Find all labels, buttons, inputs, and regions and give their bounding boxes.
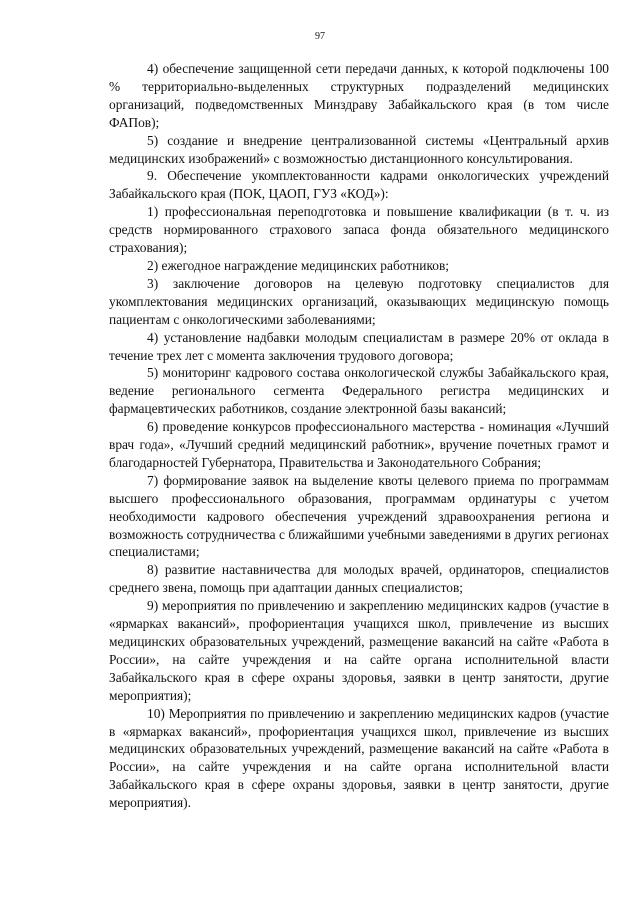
- paragraph-item-2-awards: 2) ежегодное награждение медицинских работников;: [147, 257, 450, 273]
- paragraph-section-9-staffing: 9. Обеспечение укомплектованности кадрами онкологических учреждений Забайкальского края (ПОК, ЦАОП, ГУЗ «КОД»):: [109, 168, 609, 202]
- paragraph-item-7-quota-requests: 7) формирование заявок на выделение квоты целевого приема по программам высшего профессионального образования, программам ординатуры с учетом необходимости кадрового обеспечения учреждений здравоохранения региона и возможность сотрудничества с ближайшими учебными заведениями в других регионах специалистами;: [109, 472, 609, 560]
- paragraph-item-1-retraining: 1) профессиональная переподготовка и повышение квалификации (в т. ч. из средств нормированного страхового запаса фонда обязательного медицинского страхования);: [109, 204, 609, 256]
- paragraph-item-5-staff-monitoring: 5) мониторинг кадрового состава онкологической службы Забайкальского края, ведение регионального сегмента Федерального регистра медицинских и фармацевтических работников, создание электронной базы вакансий;: [109, 365, 609, 417]
- page-number: 97: [315, 31, 325, 42]
- document-body: [109, 60, 609, 812]
- paragraph-item-5-image-archive: 5) создание и внедрение централизованной системы «Центральный архив медицинских изображений» с возможностью дистанционного консультирования.: [109, 132, 609, 166]
- paragraph-item-9-recruitment: 9) мероприятия по привлечению и закреплению медицинских кадров (участие в «ярмарках вакансий», профориентация учащихся школ, привлечение из высших медицинских образовательных учреждений, размещение вакансий на сайте «Работа в России», на сайте учреждения и на сайте органа исполнительной власти Забайкальского края в сфере охраны здоровья, заявки в центр занятости, другие мероприятия);: [109, 598, 609, 703]
- paragraph-item-10-recruitment: 10) Мероприятия по привлечению и закреплению медицинских кадров (участие в «ярмарках вакансий», профориентация учащихся школ, привлечение из высших медицинских образовательных учреждений, размещение вакансий на сайте «Работа в России», на сайте учреждения и на сайте органа исполнительной власти Забайкальского края в сфере охраны здоровья, заявки в центр занятости, другие мероприятия).: [109, 705, 609, 811]
- paragraph-item-4-young-specialist-bonus: 4) установление надбавки молодым специалистам в размере 20% от оклада в течение трех лет с момента заключения трудового договора;: [109, 329, 609, 363]
- paragraph-item-6-competitions: 6) проведение конкурсов профессионального мастерства - номинация «Лучший врач года», «Лучший средний медицинский работник», вручение почетных грамот и благодарностей Губернатора, Правительства и Законодательного Собрания;: [109, 419, 609, 470]
- paragraph-item-3-target-training: 3) заключение договоров на целевую подготовку специалистов для укомплектования медицинских организаций, оказывающих медицинскую помощь пациентам с онкологическими заболеваниями;: [109, 275, 609, 327]
- paragraph-item-8-mentoring: 8) развитие наставничества для молодых врачей, ординаторов, специалистов среднего звена, помощь при адаптации данных специалистов;: [109, 562, 609, 596]
- paragraph-item-4-secure-network: 4) обеспечение защищенной сети передачи данных, к которой подключены 100 % территориально-выделенных структурных подразделений медицинских организаций, подведомственных Минздраву Забайкальского края (в том числе ФАПов);: [109, 61, 609, 130]
